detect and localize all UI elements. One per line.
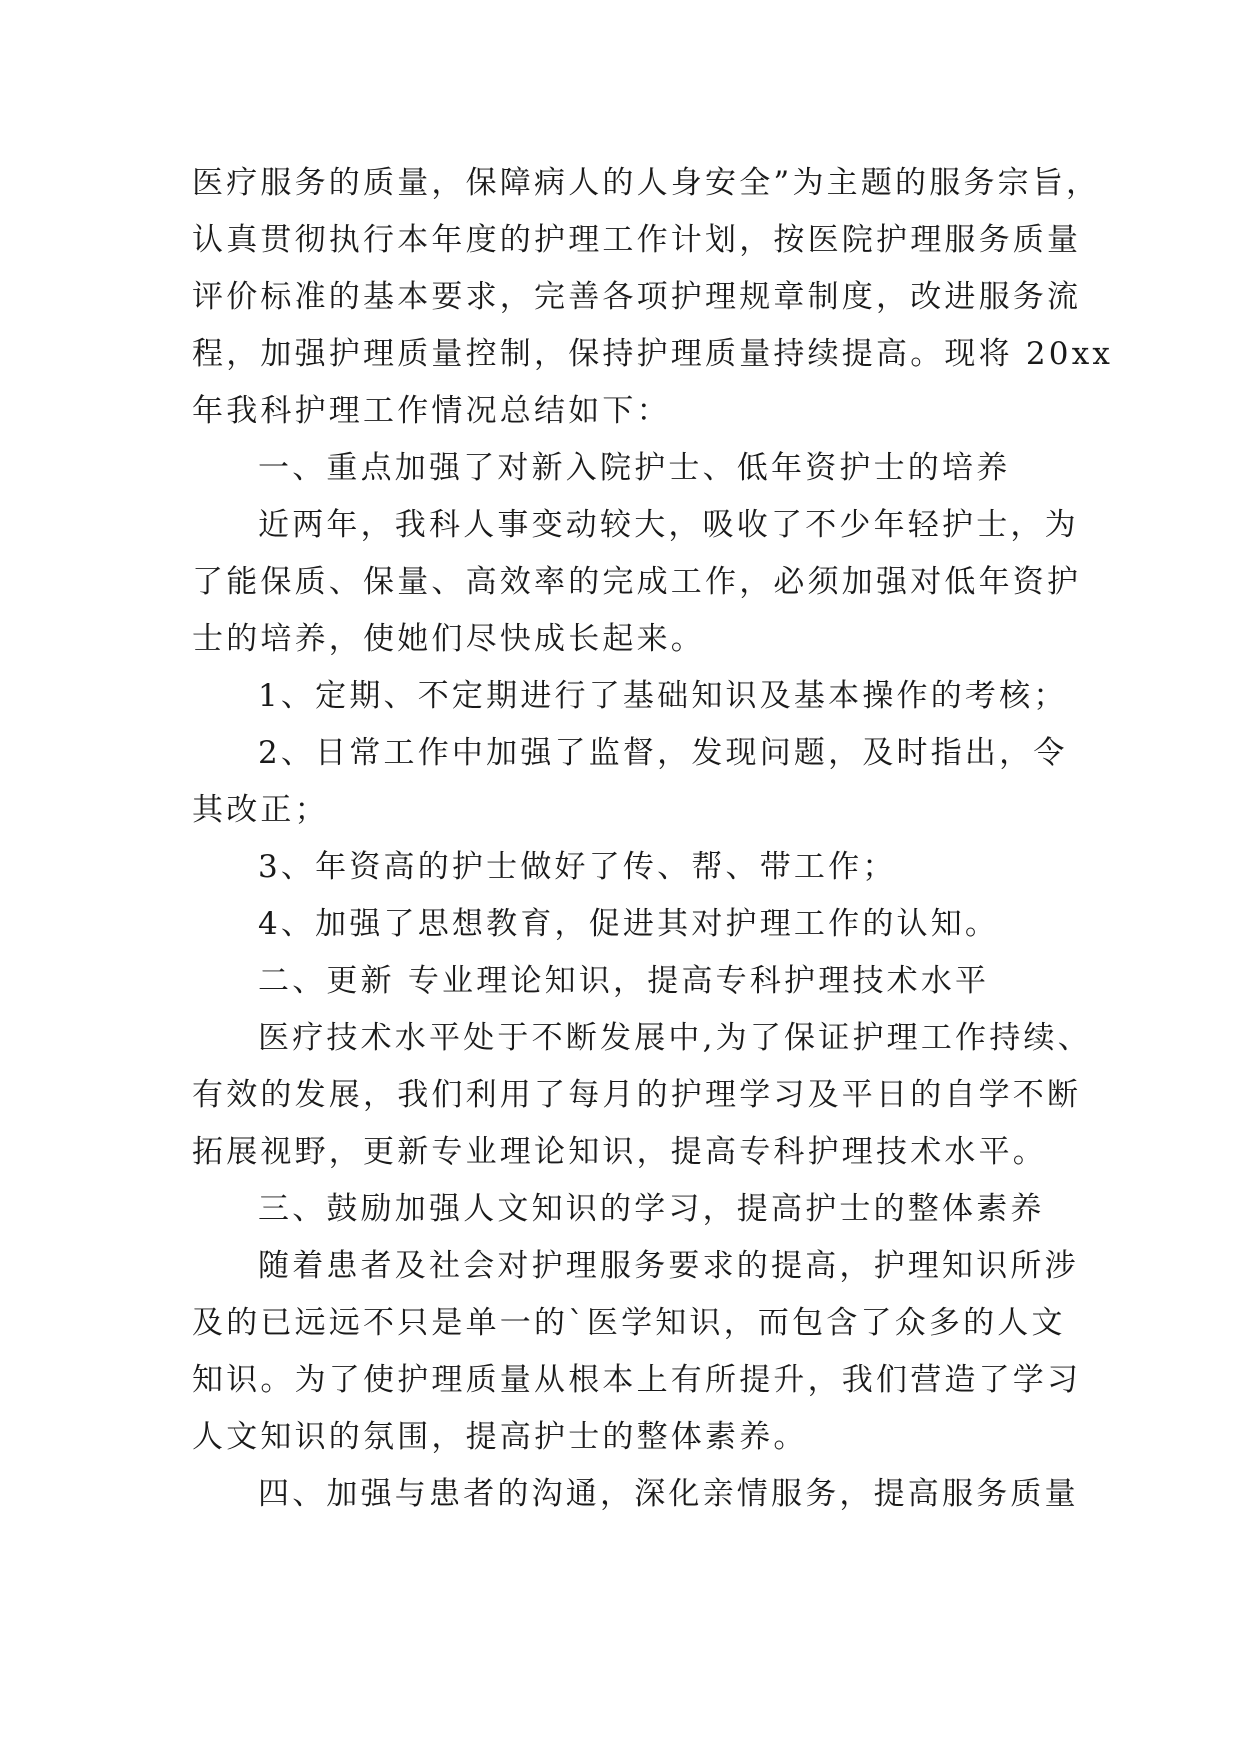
list-item-4: 4、加强了思想教育，促进其对护理工作的认知。 bbox=[258, 906, 1000, 942]
list-item-2: 2、日常工作中加强了监督，发现问题，及时指出，令 bbox=[258, 735, 1068, 771]
text-line: 医疗技术水平处于不断发展中,为了保证护理工作持续、 bbox=[258, 1020, 1092, 1056]
text-line: 认真贯彻执行本年度的护理工作计划，按医院护理服务质量 bbox=[192, 222, 1082, 258]
list-item-1: 1、定期、不定期进行了基础知识及基本操作的考核； bbox=[258, 678, 1068, 714]
text-line: 其改正； bbox=[192, 792, 329, 828]
section-heading-1: 一、重点加强了对新入院护士、低年资护士的培养 bbox=[258, 450, 1011, 486]
text-line: 随着患者及社会对护理服务要求的提高，护理知识所涉 bbox=[258, 1248, 1079, 1284]
document-page bbox=[192, 155, 1114, 1523]
list-item-3: 3、年资高的护士做好了传、帮、带工作； bbox=[258, 849, 897, 885]
text-line: 评价标准的基本要求，完善各项护理规章制度，改进服务流 bbox=[192, 279, 1082, 315]
section-heading-3: 三、鼓励加强人文知识的学习，提高护士的整体素养 bbox=[258, 1191, 1045, 1227]
text-line: 及的已远远不只是单一的`医学知识，而包含了众多的人文 bbox=[192, 1305, 1066, 1341]
text-line: 程，加强护理质量控制，保持护理质量持续提高。现将 20xx bbox=[192, 336, 1114, 372]
section-heading-2: 二、更新 专业理论知识，提高专科护理技术水平 bbox=[258, 963, 990, 999]
text-line: 医疗服务的质量，保障病人的人身安全”为主题的服务宗旨， bbox=[192, 165, 1101, 201]
text-line: 年我科护理工作情况总结如下： bbox=[192, 393, 671, 429]
text-line: 士的培养，使她们尽快成长起来。 bbox=[192, 621, 705, 657]
text-line: 近两年，我科人事变动较大，吸收了不少年轻护士，为 bbox=[258, 507, 1079, 543]
text-line: 拓展视野，更新专业理论知识，提高专科护理技术水平。 bbox=[192, 1134, 1047, 1170]
text-line: 了能保质、保量、高效率的完成工作，必须加强对低年资护 bbox=[192, 564, 1082, 600]
text-line: 知识。为了使护理质量从根本上有所提升，我们营造了学习 bbox=[192, 1362, 1082, 1398]
text-line: 有效的发展，我们利用了每月的护理学习及平日的自学不断 bbox=[192, 1077, 1082, 1113]
section-heading-4: 四、加强与患者的沟通，深化亲情服务，提高服务质量 bbox=[258, 1476, 1079, 1512]
text-line: 人文知识的氛围，提高护士的整体素养。 bbox=[192, 1419, 808, 1455]
